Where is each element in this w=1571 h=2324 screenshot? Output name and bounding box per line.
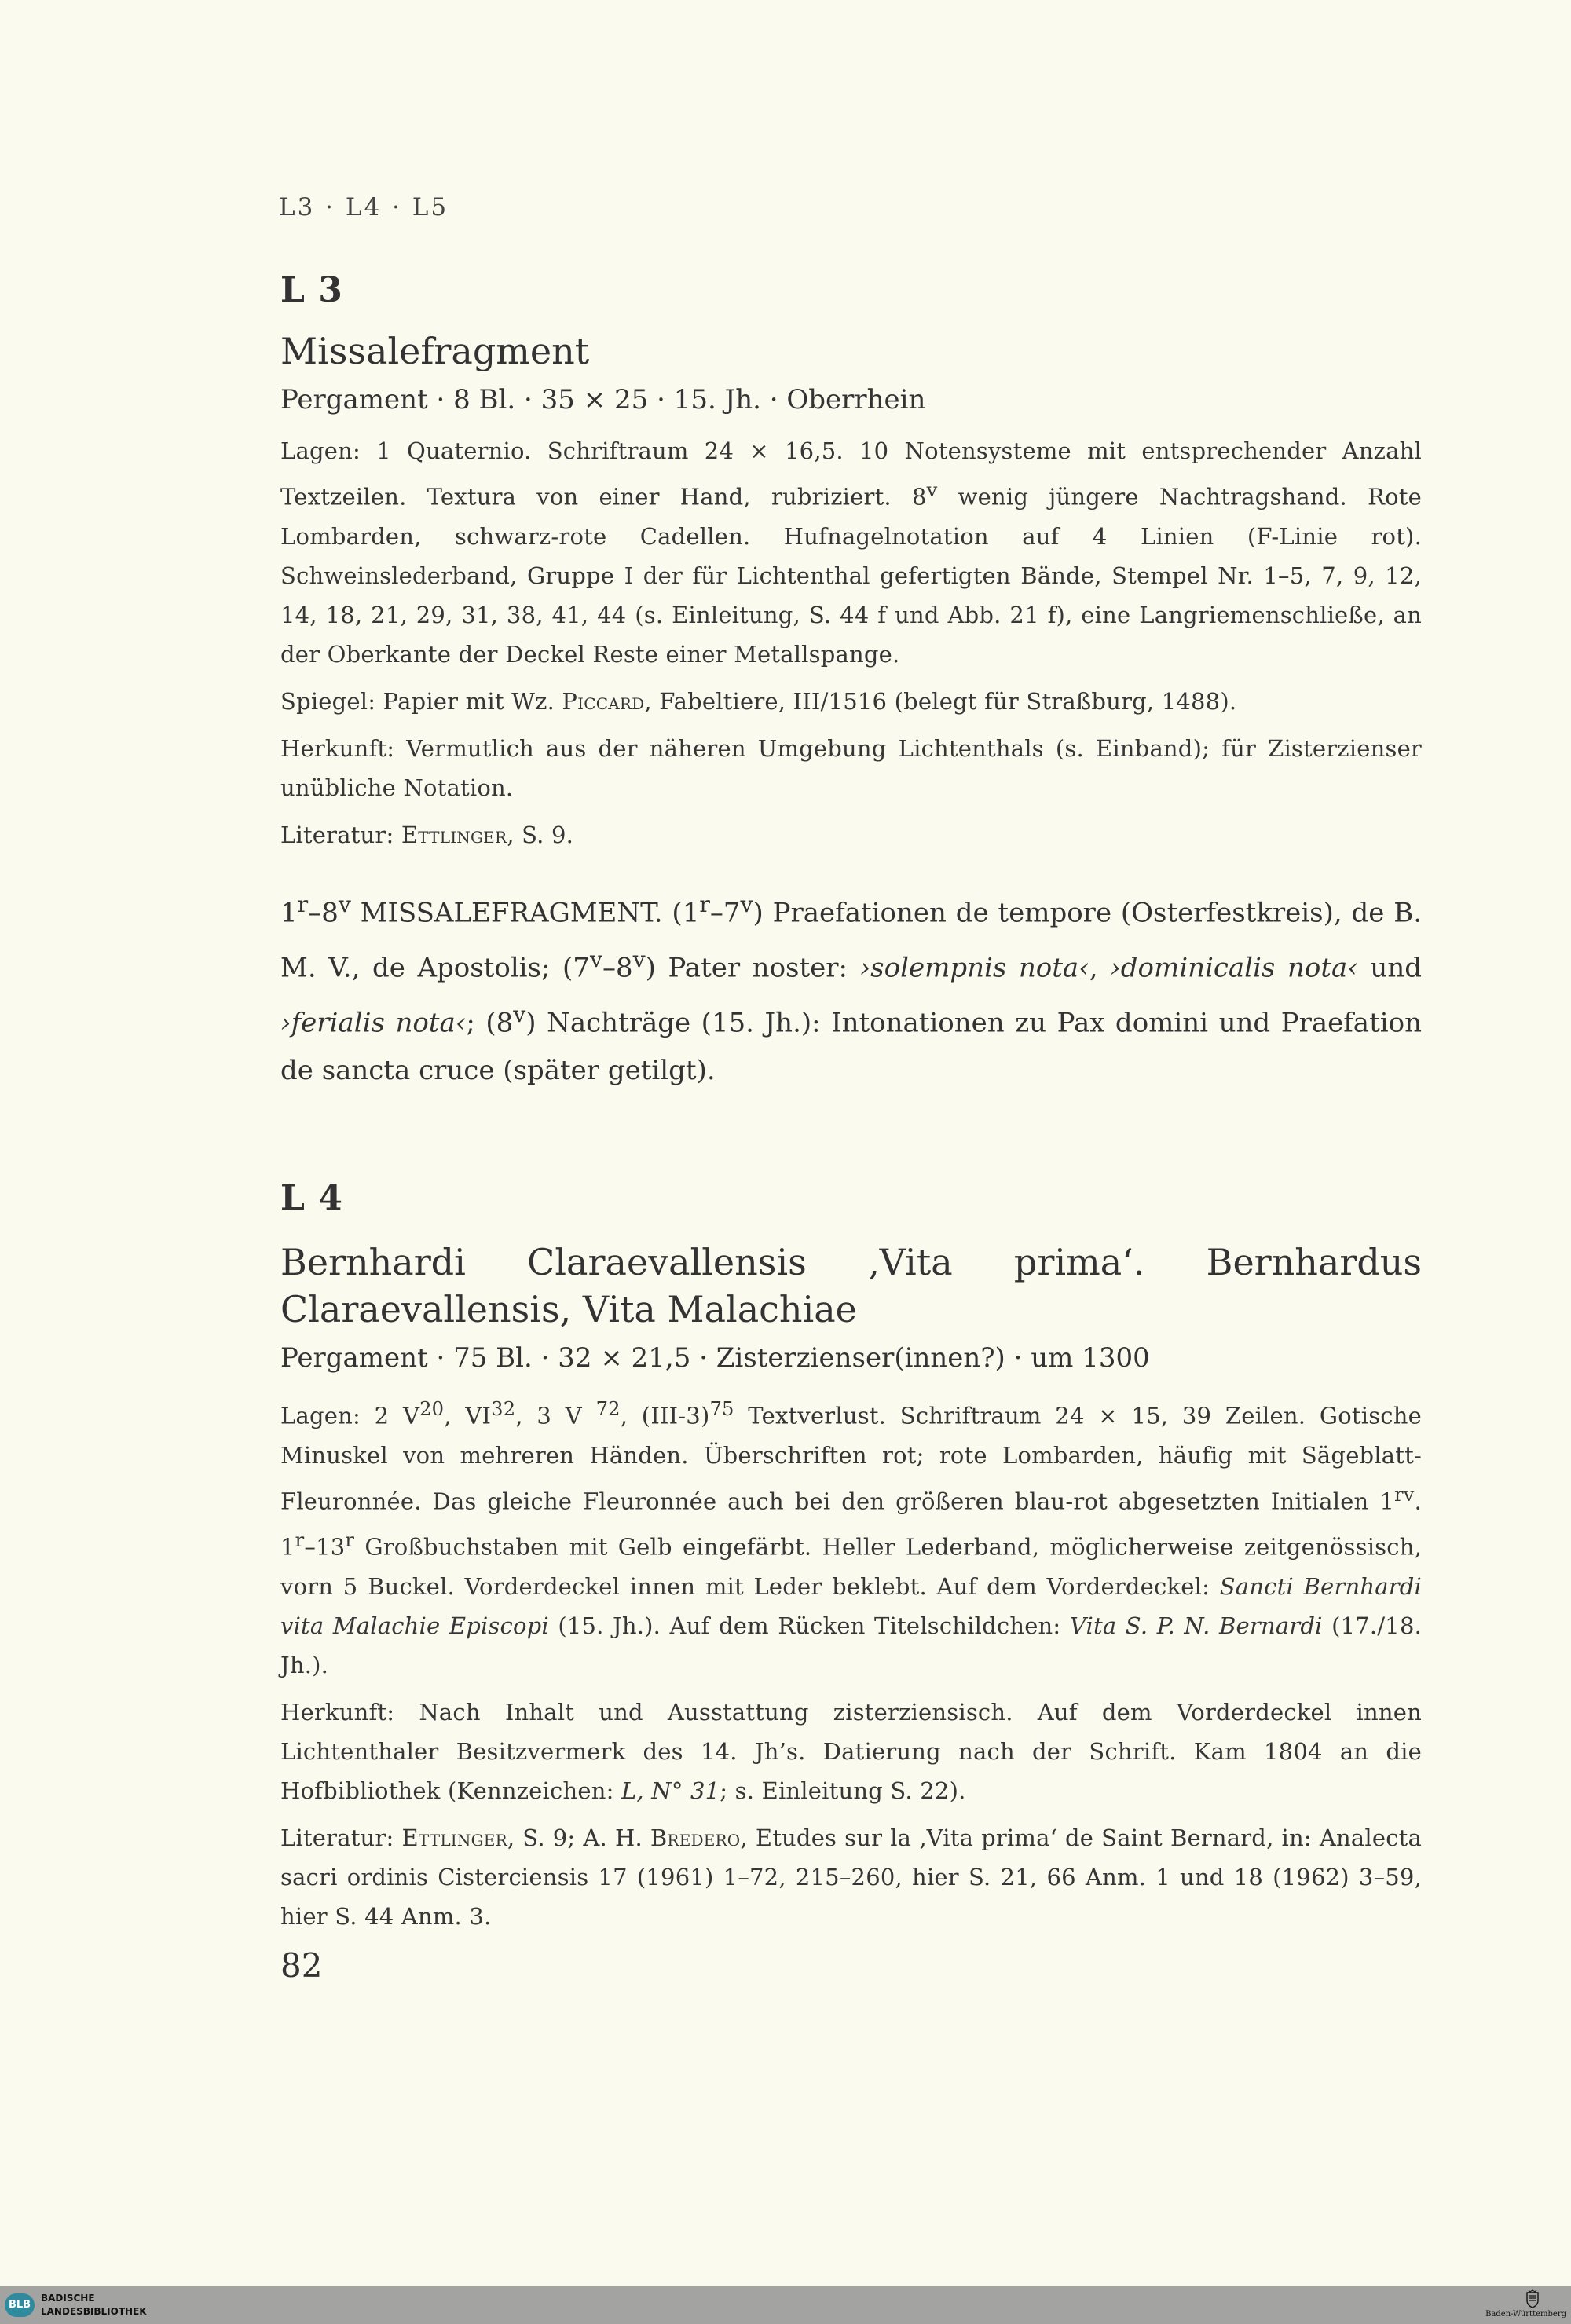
literatur-paragraph: Literatur: Ettlinger, S. 9. <box>280 821 574 848</box>
bw-crest-icon <box>1525 2289 1540 2308</box>
running-head: L3 · L4 · L5 <box>279 193 449 221</box>
logo-line-1: BADISCHE <box>41 2293 95 2304</box>
page-number: 82 <box>280 1946 323 1985</box>
blb-logo-icon: BLB <box>5 2293 35 2317</box>
entry-meta: Pergament · 75 Bl. · 32 × 21,5 · Zisterzienser(innen?) · um 1300 <box>280 1342 1150 1374</box>
entry-title: Missalefragment <box>280 330 590 372</box>
contents-paragraph: 1$^r$–8$^v$ MISSALEFRAGMENT. (1$^r$–7$^v$) Praefationen de tempore (Osterfestkreis), de B. M. V., de Apostolis; (7$^v$–8$^v$) Pater noster: ›solempnis nota‹, ›dominicalis nota‹ und ›ferialis nota‹; (8$^v$) Nachträge (15. Jh.): Intonationen zu Pax domini und Praefation de sancta cruce (später getilgt). <box>280 891 1422 1086</box>
entry-title: Bernhardi Claraevallensis ‚Vita prima‘. Bernhardus Claraevallensis, Vita Malachiae <box>280 1241 1422 1330</box>
entry-meta: Pergament · 8 Bl. · 35 × 25 · 15. Jh. · Oberrhein <box>280 384 926 415</box>
entry-id: L 3 <box>280 270 343 310</box>
library-footer-bar <box>0 2286 1571 2324</box>
lagen-paragraph: Lagen: 1 Quaternio. Schriftraum 24 × 16,5. 10 Notensysteme mit entsprechender Anzahl Textzeilen. Textura von einer Hand, rubriziert. 8$^v$ wenig jüngere Nachtragshand. Rote Lombarden, schwarz-rote Cadellen. Hufnagelnotation auf 4 Linien (F-Linie rot). Schweinslederband, Gruppe I der für Lichtenthal gefertigten Bände, Stempel Nr. 1–5, 7, 9, 12, 14, 18, 21, 29, 31, 38, 41, 44 (s. Einleitung, S. 44 f und Abb. 21 f), eine Langriemenschließe, an der Oberkante der Deckel Reste einer Metallspange. <box>280 437 1422 668</box>
bw-label: Baden-Württemberg <box>1485 2310 1566 2319</box>
logo-line-2: LANDESBIBLIOTHEK <box>41 2306 147 2317</box>
entry-l3 <box>280 270 1422 1094</box>
entry-l4 <box>280 1178 1422 1936</box>
entry-id: L 4 <box>280 1178 343 1218</box>
lagen-paragraph: Lagen: 2 $V^{20}$, VI$^{32}$, 3 V $^{72}$, $(III-3)^{75}$ Textverlust. Schriftraum 24 × 15, 39 Zeilen. Gotische Minuskel von mehreren Händen. Überschriften rot; rote Lombarden, häufig mit Sägeblatt-Fleuronnée. Das gleiche Fleuronnée auch bei den größeren blau-rot abgesetzten Initialen $1^{rv}$. 1$^r$–13$^r$ Großbuchstaben mit Gelb eingefärbt. Heller Lederband, möglicherweise zeitgenössisch, vorn 5 Buckel. Vorderdeckel innen mit Leder beklebt. Auf dem Vorderdeckel: Sancti Bernhardi vita Malachie Episcopi (15. Jh.). Auf dem Rücken Titelschildchen: Vita S. P. N. Bernardi (17./18. Jh.). <box>280 1398 1423 1678</box>
herkunft-paragraph: Herkunft: Vermutlich aus der näheren Umgebung Lichtenthals (s. Einband); für Zisterzienser unübliche Notation. <box>280 734 1422 801</box>
blb-logo-text <box>41 2292 147 2319</box>
herkunft-paragraph: Herkunft: Nach Inhalt und Ausstattung zisterziensisch. Auf dem Vorderdeckel innen Lichtenthaler Besitzvermerk des 14. Jh’s. Datierung nach der Schrift. Kam 1804 an die Hofbibliothek (Kennzeichen: L, N° 31; s. Einleitung S. 22). <box>280 1698 1422 1804</box>
literatur-paragraph: Literatur: Ettlinger, S. 9; A. H. Bredero, Etudes sur la ‚Vita prima‘ de Saint Bernard, in: Analecta sacri ordinis Cisterciensis 17 (1961) 1–72, 215–260, hier S. 21, 66 Anm. 1 und 18 (1962) 3–59, hier S. 44 Anm. 3. <box>280 1824 1422 1930</box>
spiegel-paragraph: Spiegel: Papier mit Wz. Piccard, Fabeltiere, III/1516 (belegt für Straßburg, 1488). <box>280 687 1237 715</box>
